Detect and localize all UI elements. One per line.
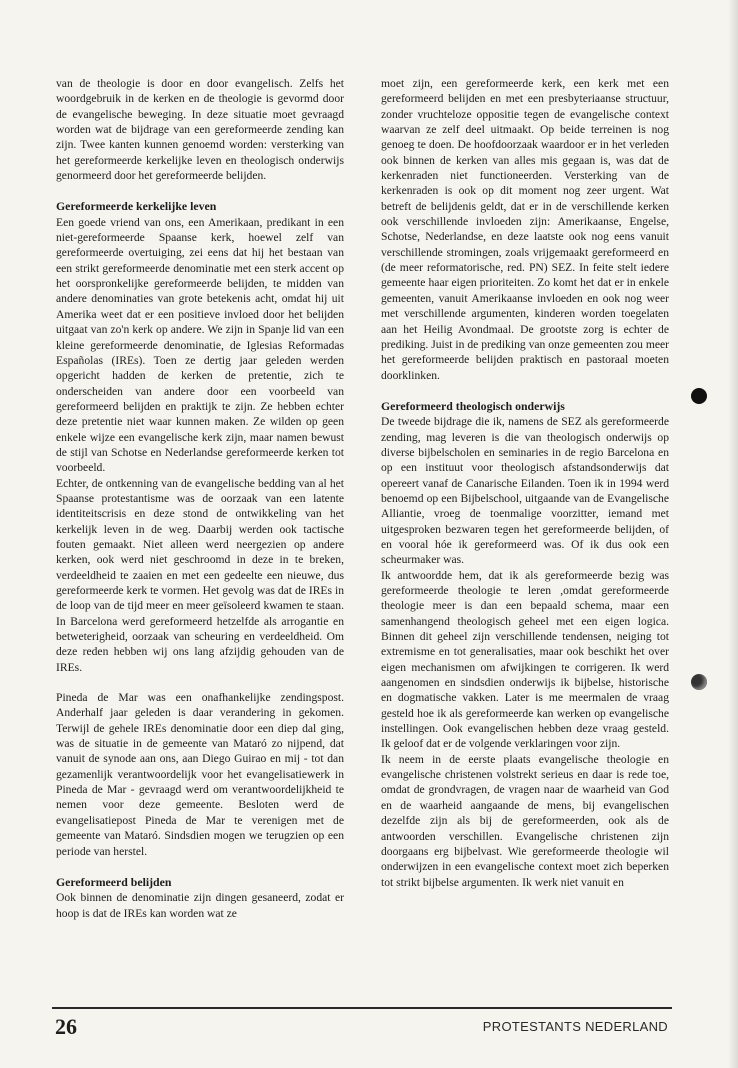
binder-hole-icon	[691, 674, 707, 690]
paragraph: Ook binnen de denominatie zijn dingen gesaneerd, zodat er hoop is dat de IREs kan worden wat ze	[56, 891, 344, 920]
footer-rule	[52, 1007, 672, 1009]
paragraph: moet zijn, een gereformeerde kerk, een kerk met een gereformeerd belijden en met een presbyteriaanse structuur, zonder vruchteloze oppositie tegen de evangelische context waarvan ze zelf deel uitmaakt. Op beide terreinen is nog genoeg te doen. De hoofdoorzaak waardoor er in het verleden ook binnen de kerken van alles mis gegaan is, was dat de kerkenraden niet functioneerden. Versterking van de kerkenraden is ook op dit moment nog zeer urgent. Wat betreft de belijdenis geldt, dat er in de verschillende kerken ook verschillende invloeden zijn: Amerikaanse, Engelse, Schotse, Nederlandse, en deze laatste ook nog eens vanuit verschillende stromingen, zoals vrijgemaakt gereformeerd en (de meer reformatorische, red. PN) SEZ. In feite stelt iedere gemeente haar eigen prioriteiten. Zo komt het dat er in enkele gemeenten, vanuit Amerikaanse invloeden en ook nog weer met verschillende argumenten, kinderen worden toegelaten aan het Heilig Avondmaal. De grootste zorg is echter de prediking. Juist in de prediking van onze gemeenten zou meer het gereformeerde belijden praktisch en pastoraal moeten doorklinken.	[381, 77, 669, 382]
section-heading-belijden: Gereformeerd belijden	[56, 874, 172, 889]
section-heading-kerkelijk-leven: Gereformeerde kerkelijke leven	[56, 199, 217, 214]
paragraph: Ik antwoordde hem, dat ik als gereformeerde bezig was gereformeerde theologie te leren ,omdat gereformeerde theologie meer is dan een bepaald schema, maar een samenhangend theologisch geheel met een eigen logica. Binnen dit geheel zijn verschillende tendensen, neiging tot extremisme en tot generalisaties, maar ook beschikt het over eigen mechanismen om afwijkingen te corrigeren. Ik werd aangenomen en sindsdien onderwijs ik bijbelse, historische en dogmatische vakken. Later is me meermalen de vraag gesteld hoe ik als gereformeerde kan werken op evangelische instellingen. Ook evangelischen hebben deze vraag gesteld. Ik geloof dat er de volgende verklaringen voor zijn.	[381, 568, 669, 751]
paragraph: Een goede vriend van ons, een Amerikaan, predikant in een niet-gereformeerde Spaanse kerk, hoewel zelf van gereformeerde overtuiging, zei eens dat hij het bestaan van een strikt gereformeerde denominatie met een sterk accent op het oorspronkelijke gereformeerde belijden, te midden van andere denominaties van grote betekenis acht, omdat hij uit Amerika weet dat er een positieve invloed door het belijden uitgaat van zo'n kerk op andere. We zijn in Spanje lid van een kleine gereformeerde denominatie, de Iglesias Reformadas Españolas (IREs). Toen ze dertig jaar geleden werden opgericht hadden de kerken de pretentie, zich te onderscheiden van andere door een voorbeeld van gereformeerd belijden en praktijk te zijn. Ze hebben echter deze pretentie niet waar kunnen maken. Ze wilden op geen enkele wijze een evangelische kerk zijn, maar namen bewust de stijl van Schotse en Nederlandse gereformeerde kerken tot voorbeeld.	[56, 215, 344, 475]
paragraph: Pineda de Mar was een onafhankelijke zendingspost. Anderhalf jaar geleden is daar verandering in gekomen. Terwijl de gehele IREs denominatie door een diep dal ging, was de situatie in de gemeente van Mataró zo nijpend, dat vanuit de synode aan ons, aan Diego Guirao en mij - tot dan gezamenlijk verantwoordelijk voor het evangelisatiewerk in Pineda de Mar - gevraagd werd om verantwoordelijkheid te nemen voor deze gemeente. Besloten werd de evangelisatiepost Pineda de Mar te verenigen met de gemeente van Mataró. Sindsdien mogen we terugzien op een periode van herstel.	[56, 691, 344, 858]
paragraph: Ik neem in de eerste plaats evangelische theologie en evangelische christenen volstrekt serieus en daar is rede toe, omdat de grondvragen, de vragen naar de waarheid van God en de waarheid aangaande de mens, bij evangelischen dezelfde zijn als bij de gereformeerden, ook als de antwoorden verschillen. Evangelische christenen zijn doorgaans erg bijbelvast. Wie gereformeerde theologie wil onderwijzen in een evangelische context moet zich beperken tot strikt bijbelse argumenten. Ik werk niet vanuit en	[381, 752, 669, 889]
left-column	[56, 76, 344, 921]
binder-hole-icon	[691, 388, 707, 404]
right-column	[381, 76, 669, 890]
running-title: PROTESTANTS NEDERLAND	[482, 1019, 668, 1034]
paragraph: De tweede bijdrage die ik, namens de SEZ als gereformeerde zending, mag leveren is die van theologisch onderwijs op diverse bijbelscholen en seminaries in de regio Barcelona en op een instituut voor theologisch afstandsonderwijs dat opereert vanaf de Canarische Eilanden. Toen ik in 1994 werd benoemd op een Bijbelschool, uitgaande van de Evangelische Alliantie, vroeg de toenmalige voorzitter, iemand met uitgesproken bezwaren tegen het gereformeerde belijden, of en vooral hóe ik gereformeerd was. Of ik dus ook een scheurmaker was.	[381, 415, 669, 567]
page-number: 26	[55, 1014, 77, 1039]
paragraph: van de theologie is door en door evangelisch. Zelfs het woordgebruik in de kerken en de theologie is gevormd door de evangelische beweging. In deze situatie moet gevraagd worden wat de bijdrage van een gereformeerde zending kan zijn. Twee kanten kunnen genoemd worden: versterking van het gereformeerde kerkelijke leven en theologisch onderwijs genormeerd door het gereformeerde belijden.	[56, 77, 344, 183]
paragraph: Echter, de ontkenning van de evangelische bedding van al het Spaanse protestantisme was de oorzaak van een latente identiteitscrisis en deze stond de ontwikkeling van het kerkelijk leven in de weg. Daarbij werden ook tactische fouten gemaakt. Niet alleen werd neergezien op andere kerken, ook werd niet geschroomd in deze in te breken, verdeeldheid te zaaien en met een gedeelte een nieuwe, dus gereformeerde kerk te vormen. Het gevolg was dat de IREs in de loop van de tijd meer en meer geïsoleerd kwamen te staan. In Barcelona werd gereformeerd hetzelfde als arrogantie en betweterigheid, oorzaak van scheuring en verdeeldheid. Om deze reden hebben wij ons lang afzijdig gehouden van de IREs.	[56, 476, 344, 674]
section-heading-theologisch-onderwijs: Gereformeerd theologisch onderwijs	[381, 398, 565, 413]
page-edge-shadow	[728, 0, 738, 1068]
